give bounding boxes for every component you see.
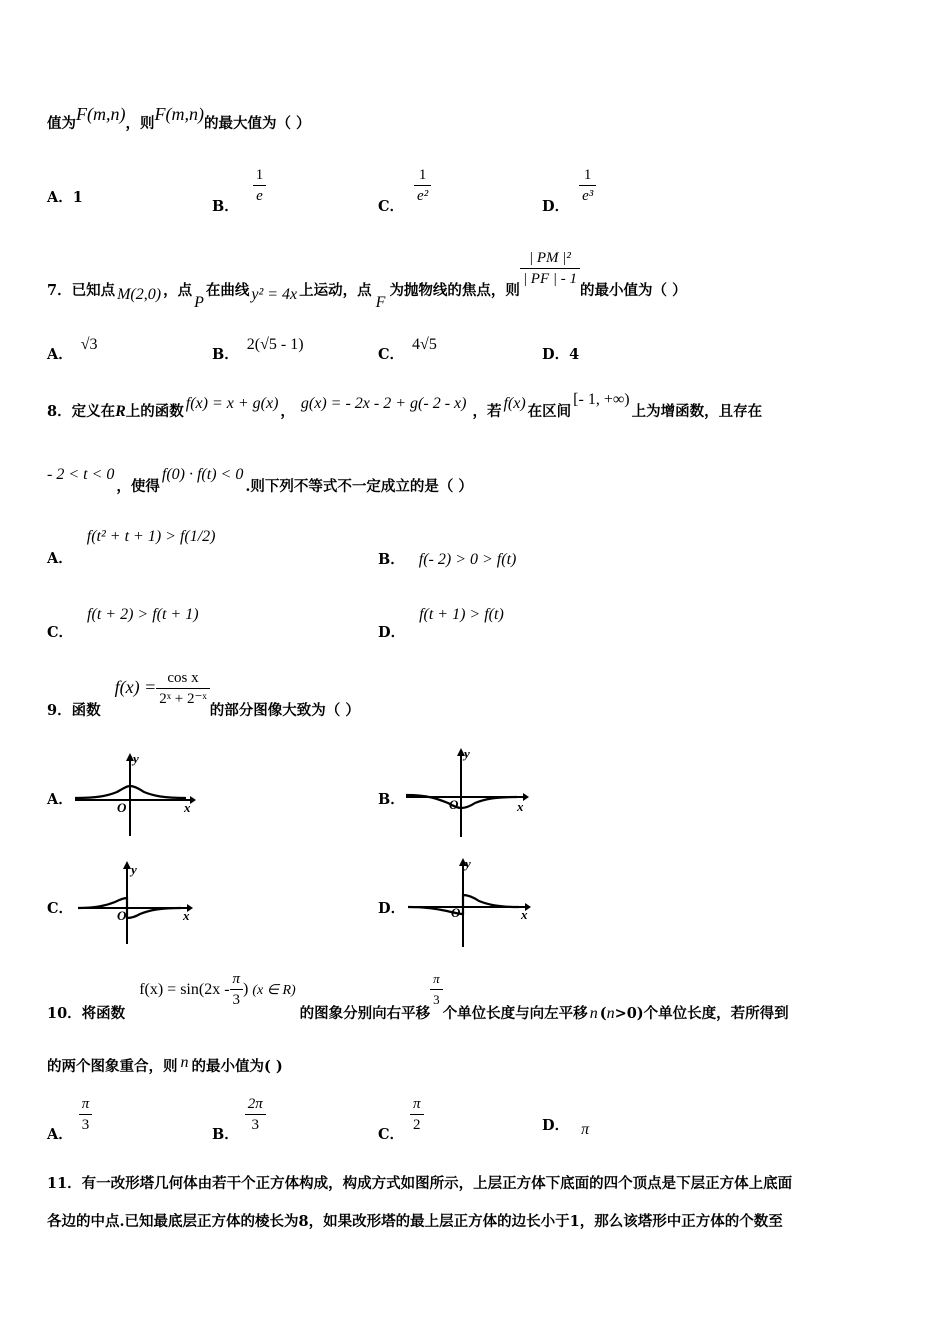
label-x: x [183, 908, 190, 923]
label-origin: O [449, 797, 459, 812]
label-x: x [517, 799, 524, 814]
graph-b-svg [403, 745, 531, 840]
q7-option-a[interactable]: A．√3 [47, 336, 98, 363]
label-origin: O [117, 908, 127, 923]
q6-option-d[interactable]: D． $\frac{1}{\text{e³}}$ [542, 165, 596, 206]
q9-option-c-label[interactable]: C． [47, 900, 74, 917]
q10-option-b[interactable]: B． $\frac{2\pi}{3}$ [212, 1094, 266, 1135]
q6-option-a[interactable]: A．1 [47, 189, 83, 206]
q9-graph-b[interactable] [403, 745, 531, 840]
q9-graph-a[interactable] [72, 750, 197, 840]
label-y: y [133, 751, 139, 766]
graph-c-svg [75, 858, 200, 948]
label-y: y [464, 746, 470, 761]
q10-stem-line1: 10．将函数f(x) = sin(2x - $\frac{\pi}{3}$ ) (x ∈ R)的图象分别向右平移 $\frac{\pi}{3}$ 个单位长度与向左平移 n (n>0)个单位长度，若所得到 [47, 971, 789, 1022]
q8-option-c[interactable]: C．f(t + 2) > f(t + 1) [47, 606, 199, 641]
label-y: y [131, 862, 137, 877]
y-arrow [123, 861, 131, 869]
q11-stem-line2: 各边的中点.已知最底层正方体的棱长为8，如果改形塔的最上层正方体的边长小于1，那么该塔形中正方体的个数至 [47, 1213, 783, 1230]
q7-option-c[interactable]: C．4√5 [378, 336, 437, 363]
q10-option-c[interactable]: C． $\frac{\pi}{2}$ [378, 1094, 424, 1135]
q8-stem-line1: 8．定义在R上的函数 f(x) = x + g(x) ， g(x) = - 2x - 2 + g(- 2 - x) ，若 f(x) 在区间[- 1, +∞)上为增函数，且存在 [47, 391, 763, 420]
q9-option-d-label[interactable]: D． [378, 900, 406, 917]
q6-option-c[interactable]: C． $\frac{1}{\text{e²}}$ [378, 165, 431, 206]
q9-graph-c[interactable] [75, 858, 200, 948]
q11-stem-line1: 11．有一改形塔几何体由若干个正方体构成，构成方式如图所示，上层正方体下底面的四个顶点是下层正方体上底面 [47, 1175, 793, 1192]
q9-graph-d[interactable] [405, 855, 535, 950]
q10-option-a[interactable]: A． $\frac{\pi}{3}$ [47, 1094, 92, 1135]
q8-option-b[interactable]: B． f(- 2) > 0 > f(t) [378, 551, 517, 568]
q8-option-a[interactable]: A．f(t² + t + 1) > f(1/2) [47, 528, 216, 567]
q10-option-d[interactable]: D． π [542, 1117, 590, 1138]
q9-option-a-label[interactable]: A． [47, 791, 73, 808]
q7-stem: 7．已知点 M(2,0) ，点P在曲线 y² = 4x 上运动，点F为抛物线的焦点，则 $\frac{\text{| PM |²}}{| PF | - 1}$ 的最小值为（ ） [47, 250, 687, 311]
label-origin: O [117, 800, 127, 815]
label-x: x [184, 800, 191, 815]
q9-option-b-label[interactable]: B． [378, 791, 405, 808]
q10-stem-line2: 的两个图象重合，则 n 的最小值为( ) [47, 1054, 283, 1075]
graph-a-svg [72, 750, 197, 840]
q6-stem-tail: 值为F(m,n)，则F(m,n)的最大值为（ ） [47, 104, 311, 132]
x-arrow [523, 793, 529, 801]
graph-d-svg [405, 855, 535, 950]
curve [408, 895, 519, 914]
q9-stem: 9．函数f(x) = $\frac{\text{cos x}}{\text{2ˣ + 2⁻ˣ}}$ 的部分图像大致为（ ） [47, 670, 360, 719]
label-y: y [465, 856, 471, 871]
q8-option-d[interactable]: D．f(t + 1) > f(t) [378, 606, 504, 641]
q7-option-b[interactable]: B．2(√5 - 1) [212, 336, 304, 363]
label-x: x [521, 907, 528, 922]
q7-option-d[interactable]: D．4 [542, 346, 580, 363]
x-arrow [190, 796, 196, 804]
q8-stem-line2: - 2 < t < 0，使得f(0) · f(t) < 0.则下列不等式不一定成立的是（ ） [47, 466, 473, 495]
q6-option-b[interactable]: B． $\frac{1}{e}$ [212, 165, 266, 206]
label-origin: O [451, 905, 461, 920]
